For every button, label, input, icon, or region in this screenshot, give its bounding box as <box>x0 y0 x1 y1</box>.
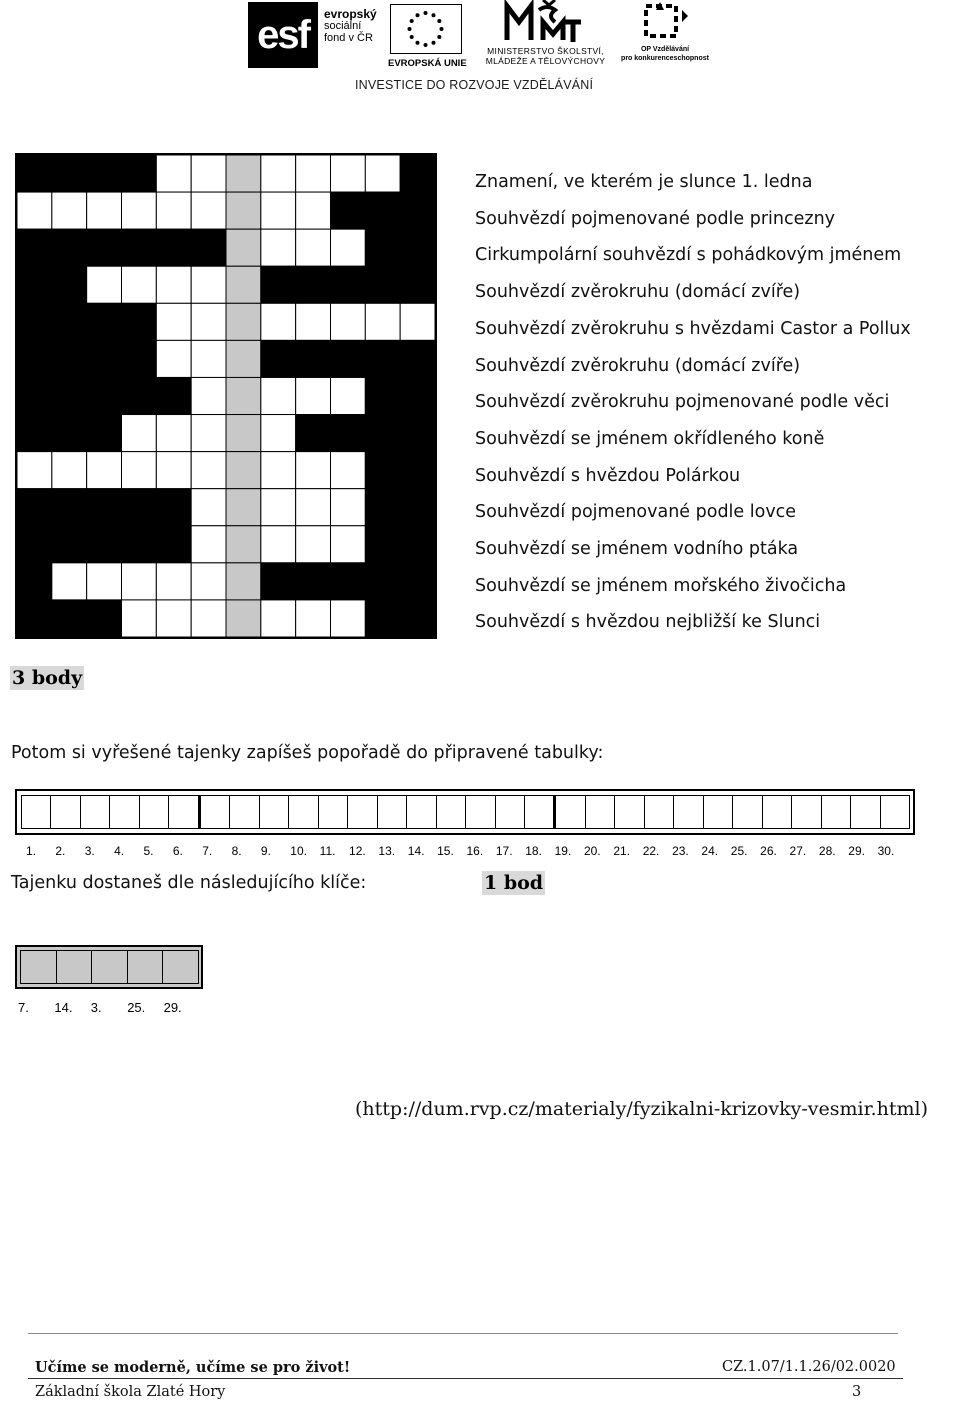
crossword-cell-empty[interactable] <box>296 155 331 192</box>
key-number: 25. <box>127 1000 146 1015</box>
crossword-cell-black <box>331 192 366 229</box>
answer-cell[interactable] <box>288 795 318 829</box>
crossword-cell-empty[interactable] <box>261 600 296 637</box>
answer-number: 10. <box>290 844 307 858</box>
answer-numbers <box>18 844 918 862</box>
clue-3: Cirkumpolární souhvězdí s pohádkovým jménem <box>475 245 902 266</box>
key-numbers <box>18 1000 218 1018</box>
crossword-cell-empty[interactable] <box>191 340 226 377</box>
crossword-cell-black <box>52 600 87 637</box>
crossword-cell-black <box>296 340 331 377</box>
crossword-cell-empty[interactable] <box>261 452 296 489</box>
crossword-cell-empty[interactable] <box>52 563 87 600</box>
msmt-caption <box>473 46 618 66</box>
answer-cells <box>21 795 909 829</box>
crossword-cell-black <box>17 563 52 600</box>
answer-cell[interactable] <box>139 795 169 829</box>
crossword-cell-black <box>365 452 400 489</box>
answer-number: 3. <box>84 844 95 858</box>
crossword-cell-empty[interactable] <box>296 600 331 637</box>
crossword-cell-empty[interactable] <box>156 452 191 489</box>
answer-cell[interactable] <box>109 795 139 829</box>
crossword-cell-empty[interactable] <box>331 489 366 526</box>
crossword-cell-empty[interactable] <box>191 489 226 526</box>
clue-2: Souhvězdí pojmenované podle princezny <box>475 208 836 229</box>
crossword-cell-black <box>331 563 366 600</box>
crossword-cell-black <box>400 526 435 563</box>
answer-cell[interactable] <box>673 795 703 829</box>
crossword-cell-black <box>191 229 226 266</box>
eu-flag-icon <box>390 4 462 54</box>
crossword-cell-black <box>365 489 400 526</box>
crossword-cell-black <box>52 526 87 563</box>
crossword-cell-empty[interactable] <box>156 155 191 192</box>
answer-cell[interactable] <box>703 795 733 829</box>
answer-number: 21. <box>613 844 631 858</box>
crossword-cell-solution[interactable] <box>226 600 261 637</box>
crossword-cell-black <box>400 489 435 526</box>
key-cells <box>20 950 198 984</box>
esf-text <box>324 8 377 44</box>
crossword-cell-empty[interactable] <box>191 303 226 340</box>
answer-number: 12. <box>349 844 366 858</box>
answer-number: 9. <box>260 844 271 858</box>
msmt-mark-icon <box>503 0 583 44</box>
crossword-cell-black <box>365 192 400 229</box>
crossword-cell-empty[interactable] <box>156 303 191 340</box>
crossword-cell-black <box>156 377 191 414</box>
clue-5: Souhvězdí zvěrokruhu s hvězdami Castor a Pollux <box>475 318 911 339</box>
key-number: 29. <box>163 1000 182 1015</box>
crossword-grid <box>15 153 437 639</box>
crossword-cell-black <box>156 489 191 526</box>
crossword-cell-empty[interactable] <box>261 526 296 563</box>
answer-cell[interactable] <box>762 795 792 829</box>
answer-cell[interactable] <box>21 795 51 829</box>
answer-number: 29. <box>848 844 865 858</box>
answer-cell[interactable] <box>614 795 644 829</box>
answer-number: 19. <box>554 844 572 858</box>
crossword-cell-black <box>122 489 157 526</box>
crossword-cell-black <box>296 563 331 600</box>
answer-number: 2. <box>55 844 66 858</box>
crossword-cell-solution[interactable] <box>226 266 261 303</box>
crossword-cell-black <box>87 600 122 637</box>
crossword-cell-empty[interactable] <box>296 377 331 414</box>
crossword-cell-black <box>400 600 435 637</box>
crossword-cell-empty[interactable] <box>296 452 331 489</box>
answer-number: 4. <box>114 844 125 858</box>
footer-code: CZ.1.07/1.1.26/02.0020 <box>722 1359 896 1375</box>
answer-cell[interactable] <box>732 795 762 829</box>
crossword-cell-empty[interactable] <box>331 600 366 637</box>
crossword-cell-black <box>17 155 52 192</box>
clue-4: Souhvězdí zvěrokruhu (domácí zvíře) <box>475 282 801 303</box>
crossword-cell-black <box>122 526 157 563</box>
key-cell[interactable] <box>56 950 93 984</box>
crossword-cell-black <box>87 489 122 526</box>
clue-11: Souhvězdí se jménem vodního ptáka <box>475 539 799 559</box>
crossword-cell-empty[interactable] <box>191 377 226 414</box>
crossword-cell-empty[interactable] <box>296 303 331 340</box>
crossword-cell-black <box>87 155 122 192</box>
key-table <box>15 945 203 989</box>
answer-cell[interactable] <box>495 795 525 829</box>
crossword-cell-solution[interactable] <box>226 340 261 377</box>
crossword-cell-black <box>52 489 87 526</box>
answer-cell[interactable] <box>880 795 910 829</box>
crossword-cell-black <box>400 340 435 377</box>
crossword-cell-black <box>122 340 157 377</box>
crossword-cell-empty[interactable] <box>191 452 226 489</box>
crossword-cell-empty[interactable] <box>122 415 157 452</box>
crossword-cell-black <box>400 563 435 600</box>
crossword-cell-solution[interactable] <box>226 563 261 600</box>
esf-line-3: fond v ČR <box>324 32 373 44</box>
crossword-cell-black <box>52 377 87 414</box>
crossword-cell-empty[interactable] <box>261 192 296 229</box>
op-caption <box>620 46 710 63</box>
crossword-cell-black <box>365 415 400 452</box>
crossword-cell-empty[interactable] <box>191 600 226 637</box>
crossword-cell-empty[interactable] <box>156 600 191 637</box>
answer-cell[interactable] <box>644 795 674 829</box>
crossword-cell-black <box>52 229 87 266</box>
crossword-cell-black <box>17 229 52 266</box>
footer-rule-bottom <box>28 1378 903 1379</box>
crossword-cell-empty[interactable] <box>191 266 226 303</box>
crossword-cell-empty[interactable] <box>296 192 331 229</box>
crossword-cell-black <box>365 266 400 303</box>
msmt-caption-line-2: MLÁDEŽE A TĚLOVÝCHOVY <box>485 56 606 66</box>
crossword-cell-black <box>400 229 435 266</box>
crossword-cell-black <box>400 266 435 303</box>
crossword-cell-black <box>87 526 122 563</box>
op-caption-line-2: pro konkurenceschopnost <box>621 54 709 62</box>
answer-cell[interactable] <box>377 795 407 829</box>
footer-slogan: Učíme se moderně, učíme se pro život! <box>35 1359 351 1376</box>
answer-cell[interactable] <box>524 795 554 829</box>
footer-page-number: 3 <box>852 1384 862 1400</box>
crossword-cell-black <box>400 155 435 192</box>
msmt-caption-line-1: MINISTERSTVO ŠKOLSTVÍ, <box>487 46 604 56</box>
answer-number: 13. <box>378 844 396 858</box>
answer-number: 23. <box>672 844 689 858</box>
crossword-cell-black <box>261 563 296 600</box>
clue-7: Souhvězdí zvěrokruhu pojmenované podle věci <box>475 392 890 413</box>
header-logos <box>0 0 960 100</box>
crossword-cell-empty[interactable] <box>365 303 400 340</box>
crossword-cell-black <box>261 266 296 303</box>
clue-6: Souhvězdí zvěrokruhu (domácí zvíře) <box>475 355 801 376</box>
crossword-cell-black <box>156 526 191 563</box>
crossword-cell-black <box>17 415 52 452</box>
crossword-cell-black <box>156 229 191 266</box>
answer-number: 22. <box>642 844 660 858</box>
crossword-cell-black <box>365 377 400 414</box>
crossword-cell-empty[interactable] <box>156 563 191 600</box>
clue-9: Souhvězdí s hvězdou Polárkou <box>475 465 741 486</box>
key-cell[interactable] <box>162 950 199 984</box>
crossword-cell-black <box>365 229 400 266</box>
answer-cell[interactable] <box>821 795 851 829</box>
answer-cell[interactable] <box>198 795 230 829</box>
crossword-cell-black <box>122 229 157 266</box>
crossword-cell-black <box>87 377 122 414</box>
eu-logo <box>388 4 468 70</box>
crossword-cell-empty[interactable] <box>331 377 366 414</box>
crossword-cell-black <box>296 266 331 303</box>
crossword-cell-empty[interactable] <box>17 452 52 489</box>
crossword-cell-black <box>52 415 87 452</box>
crossword-cell-empty[interactable] <box>156 266 191 303</box>
answer-table <box>15 789 915 835</box>
answer-number: 7. <box>202 844 213 858</box>
crossword-cell-empty[interactable] <box>122 192 157 229</box>
key-cell[interactable] <box>91 950 128 984</box>
answer-number: 16. <box>466 844 484 858</box>
esf-logo <box>248 2 383 68</box>
answer-number: 25. <box>730 844 748 858</box>
answer-number: 27. <box>789 844 807 858</box>
crossword-cell-black <box>365 563 400 600</box>
answer-number: 18. <box>525 844 542 858</box>
crossword-cell-empty[interactable] <box>191 415 226 452</box>
crossword-cell-black <box>17 266 52 303</box>
clue-10: Souhvězdí pojmenované podle lovce <box>475 502 797 523</box>
crossword-cell-empty[interactable] <box>52 192 87 229</box>
points-label-3: 3 body <box>12 667 83 689</box>
answer-number: 8. <box>231 844 242 858</box>
crossword-cell-empty[interactable] <box>191 526 226 563</box>
answer-number: 14. <box>407 844 425 858</box>
answer-number: 15. <box>437 844 454 858</box>
crossword-cell-black <box>17 303 52 340</box>
answer-cell[interactable] <box>229 795 259 829</box>
clue-12: Souhvězdí se jménem mořského živočicha <box>475 575 847 596</box>
crossword-cell-black <box>331 266 366 303</box>
crossword-cell-empty[interactable] <box>122 600 157 637</box>
esf-mark: esf <box>248 2 318 68</box>
crossword-cell-empty[interactable] <box>261 229 296 266</box>
answer-cell[interactable] <box>791 795 821 829</box>
crossword-cell-solution[interactable] <box>226 377 261 414</box>
crossword-cell-black <box>87 340 122 377</box>
op-caption-line-1: OP Vzdělávání <box>640 46 690 53</box>
answer-number: 1. <box>26 844 37 858</box>
crossword-cell-black <box>400 415 435 452</box>
crossword-cell-empty[interactable] <box>296 526 331 563</box>
key-cell[interactable] <box>20 950 57 984</box>
answer-cell[interactable] <box>347 795 377 829</box>
crossword-cell-black <box>87 303 122 340</box>
crossword-cell-black <box>17 377 52 414</box>
crossword-cell-black <box>52 340 87 377</box>
crossword-cell-empty[interactable] <box>87 192 122 229</box>
esf-line-2: sociální <box>324 20 362 32</box>
answer-cell[interactable] <box>436 795 466 829</box>
answer-number: 24. <box>701 844 719 858</box>
answer-number: 28. <box>818 844 836 858</box>
crossword-cell-black <box>52 303 87 340</box>
crossword-cell-empty[interactable] <box>261 303 296 340</box>
answer-cell[interactable] <box>850 795 880 829</box>
crossword-cell-black <box>400 377 435 414</box>
crossword-cell-empty[interactable] <box>156 192 191 229</box>
answer-number: 26. <box>760 844 777 858</box>
crossword-cell-solution[interactable] <box>226 452 261 489</box>
crossword-cell-empty[interactable] <box>87 266 122 303</box>
points-label-1: 1 bod <box>484 872 544 894</box>
source-url: (http://dum.rvp.cz/materialy/fyzikalni-krizovky-vesmir.html) <box>355 1098 928 1120</box>
answer-cell[interactable] <box>168 795 198 829</box>
key-cell[interactable] <box>127 950 164 984</box>
answer-cell[interactable] <box>406 795 436 829</box>
crossword-cell-black <box>365 600 400 637</box>
crossword-cell-black <box>17 526 52 563</box>
answer-cell[interactable] <box>553 795 585 829</box>
crossword-cell-black <box>122 377 157 414</box>
answer-number: 6. <box>172 844 183 858</box>
crossword-cell-empty[interactable] <box>191 155 226 192</box>
answer-cell[interactable] <box>585 795 615 829</box>
crossword-cell-solution[interactable] <box>226 526 261 563</box>
crossword-cell-empty[interactable] <box>296 489 331 526</box>
answer-cell[interactable] <box>50 795 80 829</box>
crossword-cell-black <box>87 229 122 266</box>
footer-rule-top <box>28 1333 898 1334</box>
crossword-cell-empty[interactable] <box>87 563 122 600</box>
crossword-cell-empty[interactable] <box>122 563 157 600</box>
clue-13: Souhvězdí s hvězdou nejbližší ke Slunci <box>475 612 821 633</box>
crossword-cell-empty[interactable] <box>17 192 52 229</box>
answer-cell[interactable] <box>259 795 289 829</box>
crossword-cell-empty[interactable] <box>52 452 87 489</box>
key-label: Tajenku dostaneš dle následujícího klíče: <box>11 873 367 893</box>
crossword-cell-empty[interactable] <box>261 489 296 526</box>
crossword-cell-empty[interactable] <box>331 452 366 489</box>
crossword-cell-empty[interactable] <box>400 303 435 340</box>
crossword-cell-black <box>52 155 87 192</box>
crossword-cell-empty[interactable] <box>331 229 366 266</box>
answer-cell[interactable] <box>465 795 495 829</box>
crossword-cell-empty[interactable] <box>122 452 157 489</box>
answer-number: 30. <box>877 844 895 858</box>
crossword-cell-black <box>122 303 157 340</box>
crossword-cell-empty[interactable] <box>296 229 331 266</box>
op-logo <box>620 0 710 70</box>
crossword-cell-empty[interactable] <box>261 415 296 452</box>
eu-caption: EVROPSKÁ UNIE <box>388 58 467 69</box>
crossword-cell-solution[interactable] <box>226 155 261 192</box>
crossword-cell-black <box>122 155 157 192</box>
clue-8: Souhvězdí se jménem okřídleného koně <box>475 428 825 449</box>
crossword-cell-black <box>17 340 52 377</box>
crossword-cell-empty[interactable] <box>156 340 191 377</box>
answer-number: 5. <box>143 844 154 858</box>
crossword-cell-empty[interactable] <box>191 192 226 229</box>
crossword-cell-empty[interactable] <box>331 526 366 563</box>
crossword-cell-empty[interactable] <box>191 563 226 600</box>
crossword-cell-solution[interactable] <box>226 489 261 526</box>
crossword-cell-empty[interactable] <box>365 155 400 192</box>
crossword-cell-black <box>400 192 435 229</box>
crossword-cell-solution[interactable] <box>226 229 261 266</box>
crossword-cell-black <box>365 340 400 377</box>
header-banner: INVESTICE DO ROZVOJE VZDĚLÁVÁNÍ <box>355 78 594 92</box>
crossword-cell-empty[interactable] <box>331 303 366 340</box>
crossword-cell-black <box>400 452 435 489</box>
crossword-cell-empty[interactable] <box>87 452 122 489</box>
esf-line-1: evropský <box>324 7 377 21</box>
crossword-svg <box>17 155 435 637</box>
crossword-cell-solution[interactable] <box>226 303 261 340</box>
crossword-cell-black <box>17 600 52 637</box>
crossword-cell-empty[interactable] <box>331 155 366 192</box>
crossword-cell-black <box>331 340 366 377</box>
crossword-cell-black <box>331 415 366 452</box>
answer-number: 17. <box>495 844 513 858</box>
key-number: 3. <box>90 1000 102 1015</box>
answer-number: 11. <box>319 844 336 858</box>
crossword-cell-black <box>52 266 87 303</box>
crossword-cell-black <box>17 489 52 526</box>
key-number: 14. <box>54 1000 73 1015</box>
crossword-cell-empty[interactable] <box>122 266 157 303</box>
op-mark-icon <box>632 0 692 44</box>
answer-number: 20. <box>583 844 601 858</box>
crossword-cell-black <box>296 415 331 452</box>
clue-1: Znamení, ve kterém je slunce 1. ledna <box>475 172 813 192</box>
crossword-cell-black <box>87 415 122 452</box>
instruction-text: Potom si vyřešené tajenky zapíšeš popořadě do připravené tabulky: <box>11 743 604 763</box>
crossword-cell-empty[interactable] <box>261 377 296 414</box>
crossword-cell-solution[interactable] <box>226 192 261 229</box>
crossword-cell-black <box>365 526 400 563</box>
crossword-cell-empty[interactable] <box>261 155 296 192</box>
crossword-cell-solution[interactable] <box>226 415 261 452</box>
crossword-cell-black <box>261 340 296 377</box>
key-number: 7. <box>18 1000 29 1015</box>
answer-cell[interactable] <box>318 795 348 829</box>
crossword-cell-empty[interactable] <box>156 415 191 452</box>
footer-school: Základní škola Zlaté Hory <box>35 1384 226 1400</box>
answer-cell[interactable] <box>80 795 110 829</box>
msmt-logo <box>473 0 618 70</box>
